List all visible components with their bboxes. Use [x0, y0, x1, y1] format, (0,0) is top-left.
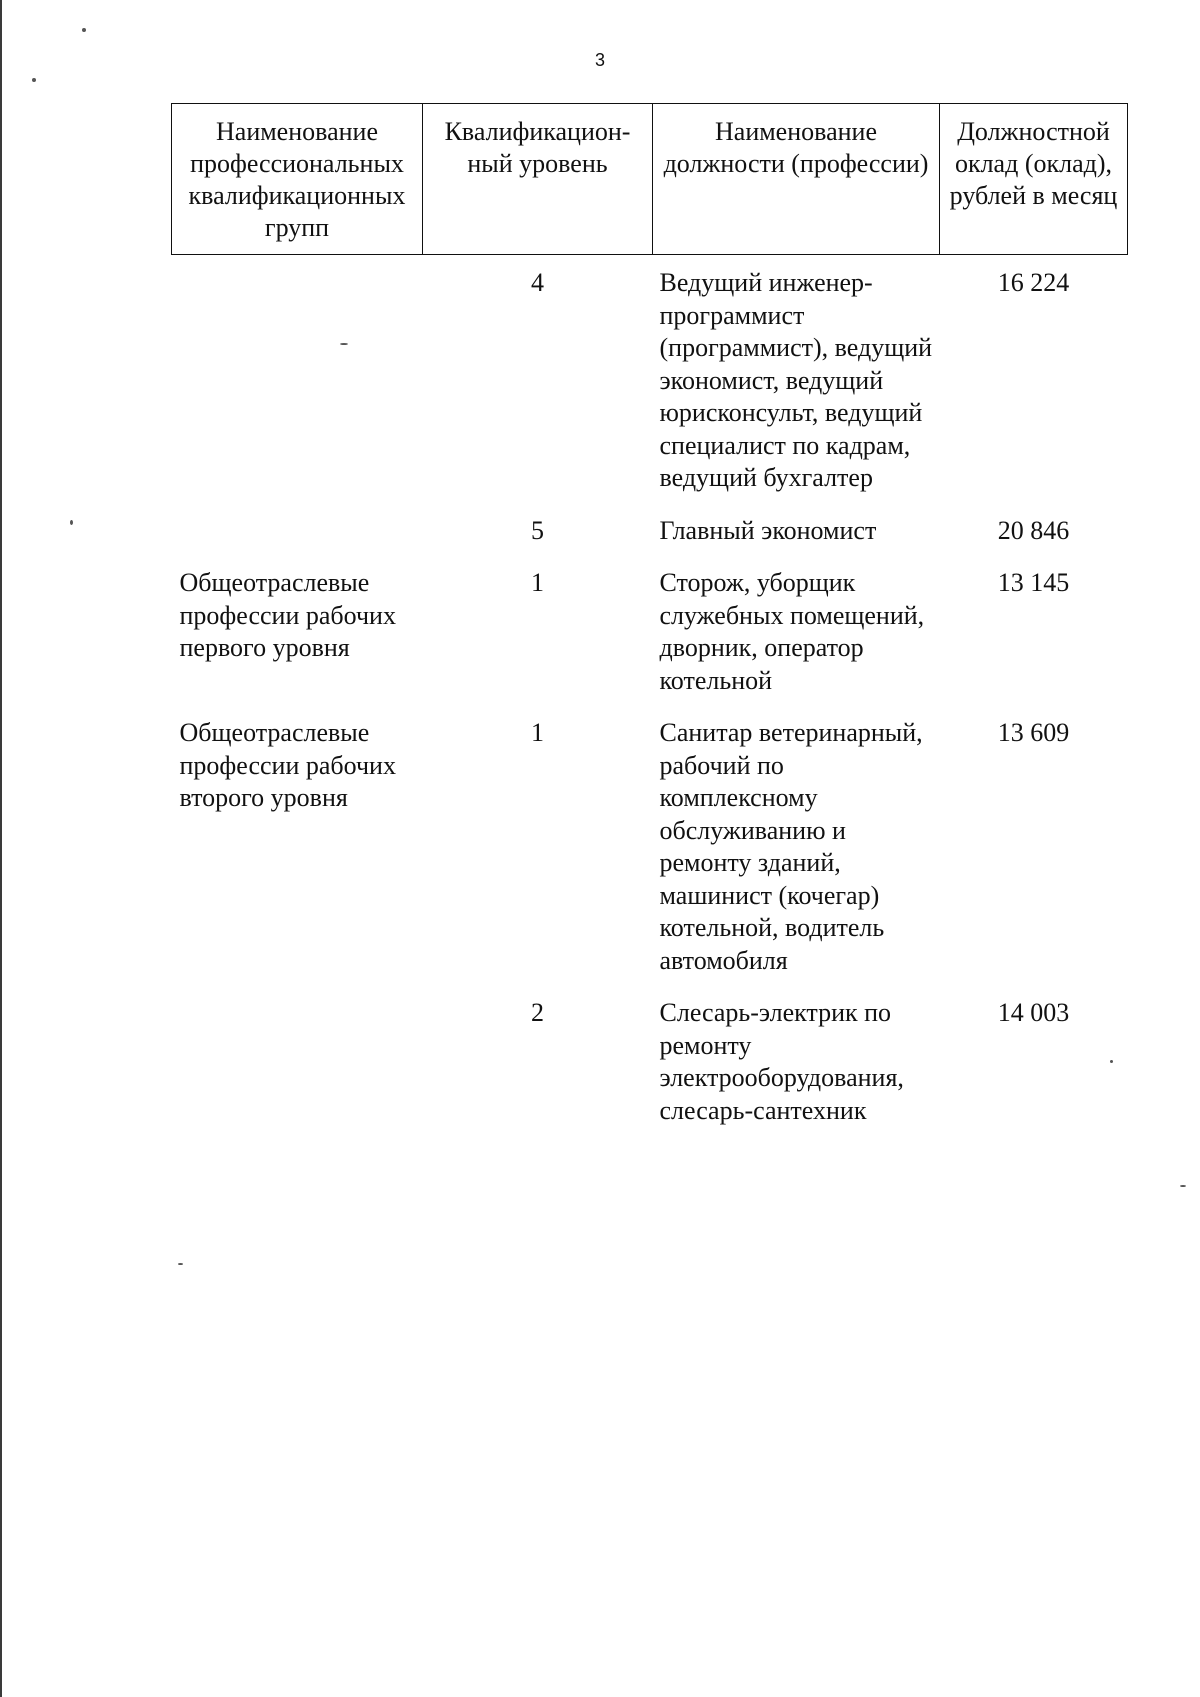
- cell-salary: 13 609: [997, 718, 1070, 747]
- scan-speck: [70, 520, 73, 525]
- table-row: [172, 515, 1128, 568]
- table-row: [172, 567, 1128, 717]
- cell-level: 4: [531, 268, 544, 297]
- table-header-row: [172, 104, 1128, 255]
- scan-speck: [32, 78, 36, 82]
- cell-position: Главный экономист: [659, 515, 877, 545]
- cell-group: [172, 515, 423, 568]
- cell-salary: 13 145: [997, 568, 1070, 597]
- cell-position: Слесарь-электрик по ремонту электрооборудования, слесарь-сантехник: [659, 998, 904, 1125]
- cell-position: Санитар ветеринарный, рабочий по комплексному обслуживанию и ремонту зданий, машинист (кочегар) котельной, водитель автомобиля: [659, 718, 923, 975]
- scan-speck: [1110, 1060, 1113, 1063]
- cell-level: 2: [531, 998, 544, 1027]
- page-number: 3: [594, 50, 605, 70]
- header-salary: Должностной оклад (оклад), рублей в месяц: [940, 104, 1128, 255]
- cell-position: Ведущий инженер-программист (программист), ведущий экономист, ведущий юрисконсульт, ведущий специалист по кадрам, ведущий бухгалтер: [659, 268, 933, 492]
- cell-salary: 16 224: [997, 268, 1070, 297]
- page-edge-rule: [0, 0, 2, 1697]
- table-row: [172, 717, 1128, 997]
- salary-table: [171, 103, 1128, 1147]
- header-position-name: Наименование должности (профессии): [653, 104, 940, 255]
- cell-level: 5: [531, 515, 544, 545]
- header-qualification-level: Квалификацион-ный уровень: [423, 104, 653, 255]
- cell-level: 1: [531, 568, 544, 597]
- header-group-name: Наименование профессиональных квалификационных групп: [172, 104, 423, 255]
- cell-level: 1: [531, 718, 544, 747]
- cell-group: Общеотраслевые профессии рабочих первого уровня: [179, 568, 396, 662]
- cell-group: [172, 997, 423, 1147]
- table-row: [172, 255, 1128, 515]
- cell-position: Сторож, уборщик служебных помещений, дворник, оператор котельной: [659, 568, 925, 695]
- scan-speck: [340, 343, 348, 345]
- scan-speck: [82, 28, 86, 32]
- scan-speck: [1180, 1185, 1186, 1187]
- cell-group: Общеотраслевые профессии рабочих второго уровня: [179, 718, 396, 812]
- scan-speck: [178, 1263, 183, 1265]
- table-row: [172, 997, 1128, 1147]
- cell-group: [172, 255, 423, 515]
- cell-salary: 14 003: [997, 998, 1070, 1027]
- cell-salary: 20 846: [997, 515, 1070, 545]
